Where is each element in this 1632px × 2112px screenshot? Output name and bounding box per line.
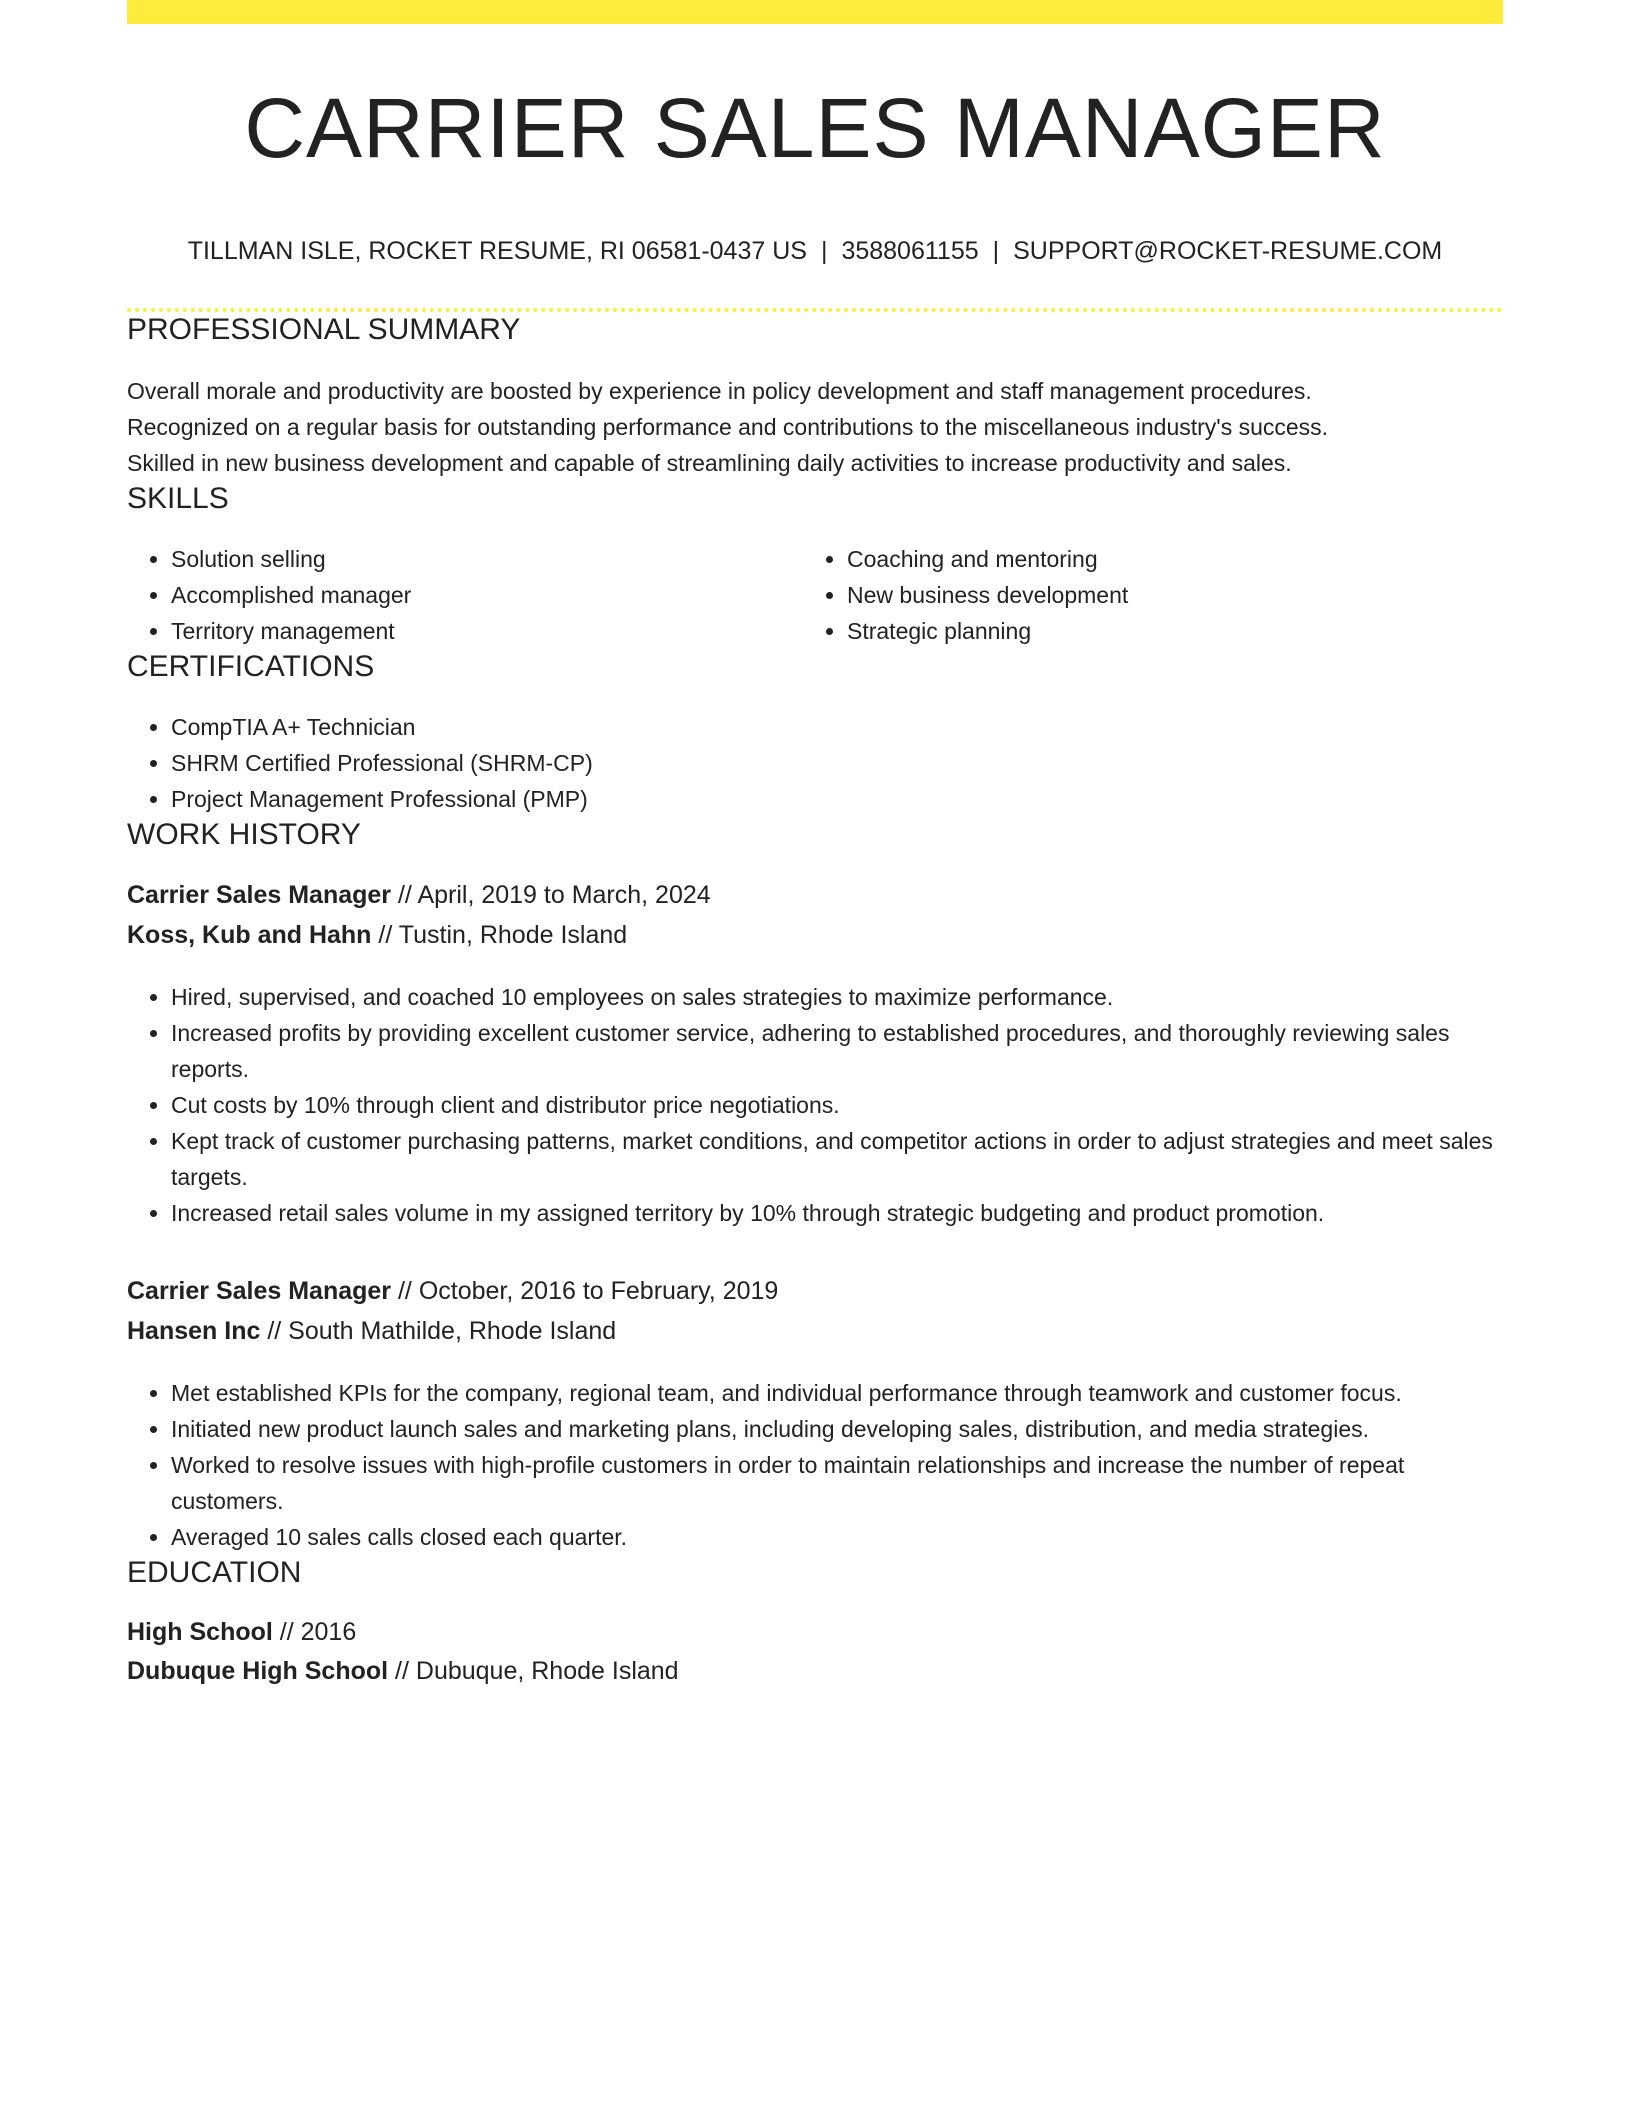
skill-item: • Accomplished manager	[171, 577, 803, 613]
job-bullets	[127, 979, 1503, 1231]
contact-separator: |	[992, 237, 1000, 265]
job-location: // Tustin, Rhode Island	[378, 921, 628, 949]
job-title-line	[127, 875, 1503, 915]
job-location: // South Mathilde, Rhode Island	[267, 1317, 617, 1345]
education-year: // 2016	[279, 1618, 357, 1646]
accent-top-bar	[127, 0, 1503, 24]
job-title: Carrier Sales Manager	[127, 1277, 392, 1305]
skills-list-left	[127, 541, 803, 649]
job-company: Koss, Kub and Hahn	[127, 921, 372, 949]
job-bullet: • Increased profits by providing excellent customer service, adhering to established procedures, and thoroughly reviewing sales reports.	[171, 1015, 1503, 1087]
skill-item: • Strategic planning	[847, 613, 1479, 649]
education-degree-line	[127, 1613, 1503, 1651]
resume-page	[127, 0, 1503, 1691]
skills-list-right	[803, 541, 1479, 649]
job-bullet: • Initiated new product launch sales and marketing plans, including developing sales, distribution, and media strategies.	[171, 1411, 1503, 1447]
job-bullet: • Kept track of customer purchasing patterns, market conditions, and competitor actions in order to adjust strategies and meet sales targets.	[171, 1123, 1503, 1195]
education-school-line	[127, 1651, 1503, 1691]
certification-item: • SHRM Certified Professional (SHRM-CP)	[171, 745, 1503, 781]
job-title: Carrier Sales Manager	[127, 881, 392, 909]
certifications-heading: CERTIFICATIONS	[127, 650, 375, 683]
summary-line: Overall morale and productivity are boosted by experience in policy development and staff management procedures.	[127, 378, 1312, 404]
job-company-line	[127, 915, 1503, 955]
job-title-line	[127, 1271, 1503, 1311]
certification-item: • CompTIA A+ Technician	[171, 709, 1503, 745]
education-heading: EDUCATION	[127, 1556, 302, 1589]
job-bullet: • Met established KPIs for the company, regional team, and individual performance through teamwork and customer focus.	[171, 1375, 1503, 1411]
job-company: Hansen Inc	[127, 1317, 261, 1345]
education-degree: High School	[127, 1618, 273, 1646]
contact-email: SUPPORT@ROCKET-RESUME.COM	[1013, 237, 1443, 265]
work-history-heading: WORK HISTORY	[127, 818, 361, 851]
job-bullet: • Averaged 10 sales calls closed each quarter.	[171, 1519, 1503, 1555]
job-bullet: • Increased retail sales volume in my assigned territory by 10% through strategic budgeting and product promotion.	[171, 1195, 1503, 1231]
contact-separator: |	[820, 237, 828, 265]
skills-heading: SKILLS	[127, 482, 229, 515]
contact-phone: 3588061155	[841, 237, 979, 265]
job-bullet: • Hired, supervised, and coached 10 employees on sales strategies to maximize performance.	[171, 979, 1503, 1015]
job-bullet: • Cut costs by 10% through client and distributor price negotiations.	[171, 1087, 1503, 1123]
page-title: CARRIER SALES MANAGER	[244, 81, 1386, 175]
education-school: Dubuque High School	[127, 1657, 389, 1685]
job-company-line	[127, 1311, 1503, 1351]
education-location: // Dubuque, Rhode Island	[395, 1657, 679, 1685]
skills-grid	[127, 541, 1503, 649]
job-bullets	[127, 1375, 1503, 1555]
summary-line: Skilled in new business development and capable of streamlining daily activities to increase productivity and sales.	[127, 450, 1292, 476]
skill-item: • Territory management	[171, 613, 803, 649]
skill-item: • Solution selling	[171, 541, 803, 577]
contact-address: TILLMAN ISLE, ROCKET RESUME, RI 06581-0437 US	[187, 237, 807, 265]
skill-item: • New business development	[847, 577, 1479, 613]
job-dates: // October, 2016 to February, 2019	[397, 1277, 779, 1305]
certifications-list	[127, 709, 1503, 817]
certification-item: • Project Management Professional (PMP)	[171, 781, 1503, 817]
job-dates: // April, 2019 to March, 2024	[397, 881, 711, 909]
summary-heading: PROFESSIONAL SUMMARY	[127, 313, 521, 346]
summary-text	[127, 373, 1503, 481]
contact-line	[127, 236, 1503, 266]
summary-line: Recognized on a regular basis for outstanding performance and contributions to the miscellaneous industry's success.	[127, 414, 1329, 440]
skill-item: • Coaching and mentoring	[847, 541, 1479, 577]
job-bullet: • Worked to resolve issues with high-profile customers in order to maintain relationships and increase the number of repeat customers.	[171, 1447, 1503, 1519]
